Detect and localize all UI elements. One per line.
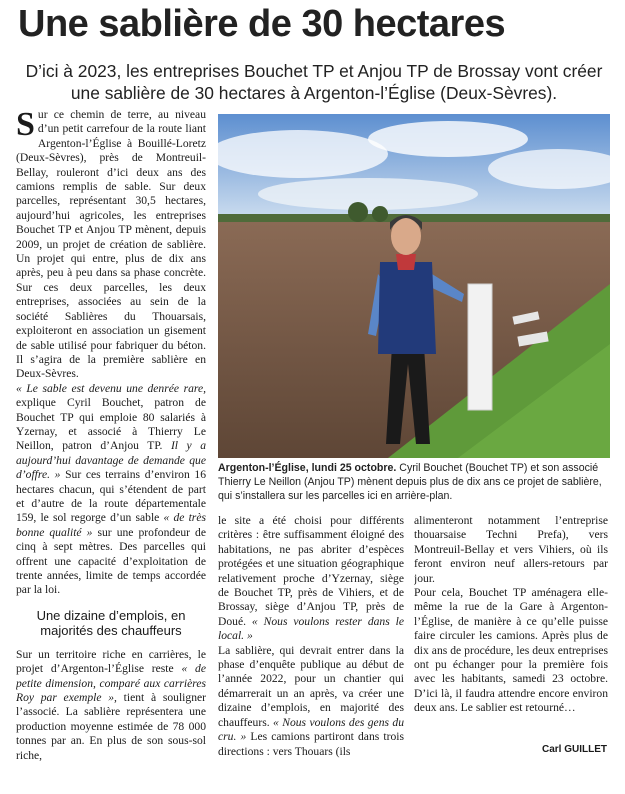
quote: « Nous voulons rester dans le local. » — [218, 614, 404, 643]
photo-caption — [218, 461, 610, 503]
quote: « Le sable est devenu une denrée rare, — [16, 381, 206, 395]
paragraph-text: explique Cyril Bouchet, patron de Bouchet TP qui emploie 80 salariés à Yzernay, et associé à Thierry Le Neillon, patron d’Anjou TP. — [16, 396, 206, 453]
quote: « de petite dimension, comparé aux carrières Roy par exemple », — [16, 662, 206, 705]
caption-lead: Argenton-l’Église, lundi 25 octobre. — [218, 462, 397, 474]
paragraph-text: ur ce chemin de terre, au niveau d’un petit carrefour de la route liant Argenton-l’Église à Bouillé-Loretz (Deux-Sèvres), près de Montreuil-Bellay, rouleront d’ici deux ans des camions remplis de sable. Sur deux parcelles, représentant 30,5 hectares, aujourd’hui agricoles, les entreprises Bouchet TP et Anjou TP mènent, depuis 2009, un projet de création de sablière. Un projet qui entre, plus de dix ans après, peu à peu dans sa phase concrète. Sur ces deux parcelles, les deux entreprises, associées au sein de la société Sablières du Thouarsais, exploiteront en association un gisement de sable utilisé pour fabriquer du béton. Il s’agira de la première sablière en Deux-Sèvres. — [16, 108, 206, 381]
paragraph — [218, 514, 404, 644]
caption-text: Cyril Bouchet (Bouchet TP) et son associé Thierry Le Neillon (Anjou TP) mènent depuis plus de dix ans ce projet de sablière, qui s’installera sur les parcelles ici en arrière-plan. — [218, 462, 602, 502]
paragraph — [16, 382, 206, 598]
headline: Une sablière de 30 hectares — [18, 3, 506, 45]
article-column-2 — [218, 514, 404, 776]
byline: Carl GUILLET — [541, 744, 607, 755]
tree — [348, 202, 368, 222]
quote: Il y a aujourd’hui davantage de demande que d’offre. » — [16, 439, 206, 482]
paragraph: alimenteront notamment l’entreprise thouarsaise Techni Prefa), vers Montreuil-Bellay et vers Vihiers, où ils feront environ neuf allers-retours par jour. — [414, 514, 608, 585]
article-column-1 — [16, 108, 206, 776]
paragraph — [218, 644, 404, 759]
paragraph-text: Les camions partiront dans trois directions : vers Thouars (ils — [218, 730, 404, 758]
paragraph-text: Sur ces terrains d’environ 16 hectares chacun, qui s’étendent de part et d’autre de la route départementale 159, le sol regorge d’un sable — [16, 468, 206, 525]
photo-illustration — [218, 114, 610, 458]
paragraph-text: sur une profondeur de cinq à sept mètres. Des parcelles qui offrent une capacité d’exploitation de trente années, limite de temps accordée par la loi. — [16, 525, 206, 597]
paragraph — [16, 108, 206, 382]
tree — [372, 206, 388, 222]
quote: « Nous voulons des gens du cru. » — [218, 715, 404, 744]
standfirst: D’ici à 2023, les entreprises Bouchet TP et Anjou TP de Brossay vont créer une sablière de 30 hectares à Argenton-l’Église (Deux-Sèvres). — [25, 61, 603, 103]
boundary-post — [468, 284, 492, 410]
paragraph-text: le site a été choisi pour différents critères : être suffisamment éloigné des habitations, ne pas abriter d’espèces protégées et une situation géographique relativement proche d’Yzernay, siège de Bouchet TP, près de Vihiers, et de Brossay, siège d’Anjou TP, près de Doué. — [218, 514, 404, 628]
paragraph: Pour cela, Bouchet TP aménagera elle-même la rue de la Gare à Argenton-l’Église, de manière à ce qu’elle puisse faire circuler les camions. Après plus de dix ans de procédure, les deux entreprises ont pu échanger pour la première fois avec les habitants, samedi 23 octobre. D’ici là, il faudra attendre encore environ deux ans. Le sablier est retourné… — [414, 586, 608, 714]
drop-cap: S — [16, 108, 35, 143]
paragraph-text: Sur un territoire riche en carrières, le projet d’Argenton-l’Église reste — [16, 647, 206, 676]
paragraph — [16, 648, 206, 763]
paragraph-text: tient à souligner l’associé. La sablière représentera une production moyenne estimée de 78 000 tonnes par an. En plus de son sous-sol riche, — [16, 691, 206, 762]
article-photo — [218, 114, 610, 458]
cloud — [258, 178, 478, 210]
paragraph-text: La sablière, qui devrait entrer dans la phase d’enquête publique au début de l’année 2022, pour un chantier qui démarrerait un an après, va créer une dizaine d’emplois, en majorité des chauffeurs. — [218, 643, 404, 729]
subheading: Une dizaine d’emplois, en majorités des chauffeurs — [36, 607, 186, 638]
quote: « de très bonne qualité » — [16, 511, 206, 539]
article-column-3 — [414, 514, 608, 714]
cloud — [368, 121, 528, 157]
